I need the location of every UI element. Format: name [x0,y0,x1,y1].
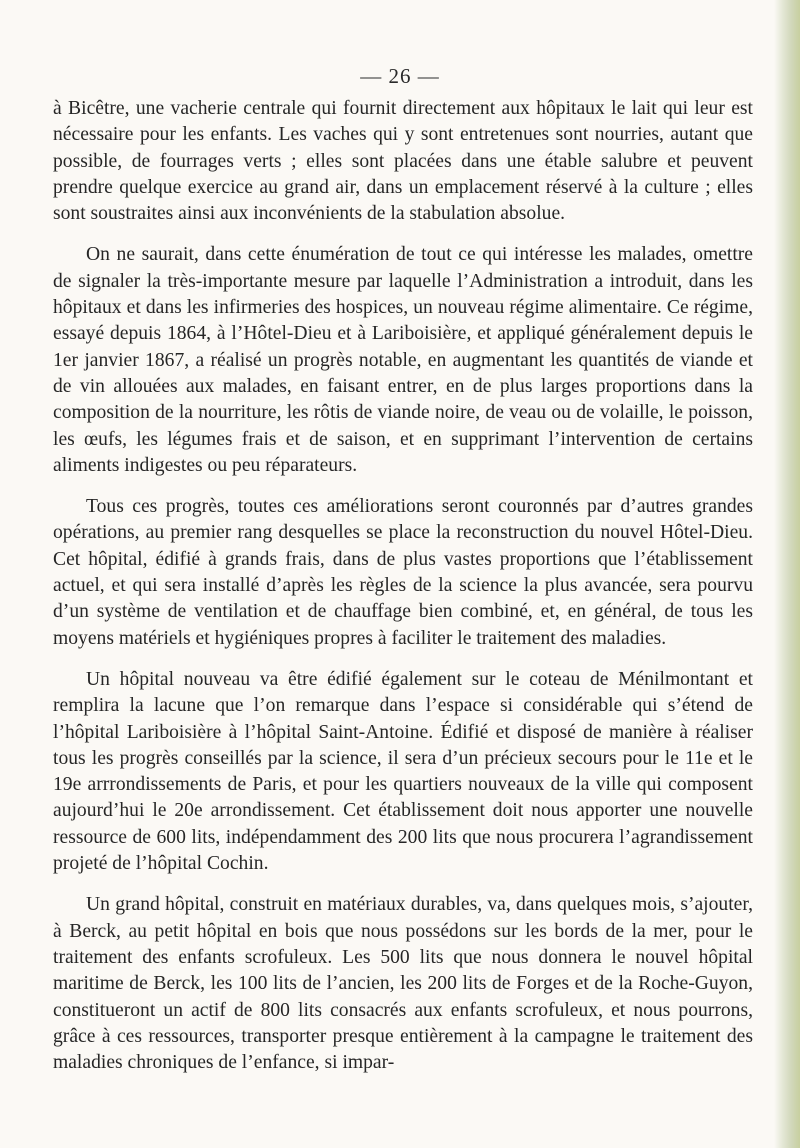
page-number: — 26 — [360,64,440,88]
paragraph-4: Un hôpital nouveau va être édifié également sur le coteau de Ménilmontant et remplira la lacune que l’on remarque dans l’espace si considérable qui s’étend de l’hôpital Lariboisière à l’hôpital Saint-Antoine. Édifié et disposé de manière à réaliser tous les progrès conseillés par la science, il sera d’un précieux secours pour le 11e et le 19e arrrondissements de Paris, et pour les quartiers nouveaux de la ville qui composent aujourd’hui le 20e arrondissement. Cet établissement doit nous apporter une nouvelle ressource de 600 lits, indépendamment des 200 lits que nous procurera l’agrandissement projeté de l’hôpital Cochin. [53,668,753,875]
page-edge-shadow [774,0,800,1148]
paragraph-2: On ne saurait, dans cette énumération de tout ce qui intéresse les malades, omettre de signaler la très-importante mesure par laquelle l’Administration a introduit, dans les hôpitaux et dans les infirmeries des hospices, un nouveau régime alimentaire. Ce régime, essayé depuis 1864, à l’Hôtel-Dieu et à Lariboisière, et appliqué généralement depuis le 1er janvier 1867, a réalisé un progrès notable, en augmentant les quantités de viande et de vin allouées aux malades, en faisant entrer, en de plus larges proportions dans la composition de la nourriture, les rôtis de viande noire, de veau ou de volaille, le poisson, les œufs, les légumes frais et de saison, et en supprimant l’intervention de certains aliments indigestes ou peu réparateurs. [53,244,753,476]
paragraph-1: à Bicêtre, une vacherie centrale qui fournit directement aux hôpitaux le lait qui leur est nécessaire pour les enfants. Les vaches qui y sont entretenues sont nourries, autant que possible, de fourrages verts ; elles sont placées dans une étable salubre et peuvent prendre quelque exercice au grand air, dans un emplacement réservé à la culture ; elles sont soustraites ainsi aux inconvénients de la stabulation absolue. [53,98,753,225]
paragraph-3: Tous ces progrès, toutes ces améliorations seront couronnés par d’autres grandes opérations, au premier rang desquelles se place la reconstruction du nouvel Hôtel-Dieu. Cet hôpital, édifié à grands frais, dans de plus vastes proportions que l’établissement actuel, et qui sera installé d’après les règles de la science la plus avancée, sera pourvu d’un système de ventilation et de chauffage bien combiné, et, en général, de tous les moyens matériels et hygiéniques propres à faciliter le traitement des maladies. [53,496,753,649]
body-text [53,96,753,1076]
paragraph-5: Un grand hôpital, construit en matériaux durables, va, dans quelques mois, s’ajouter, à Berck, au petit hôpital en bois que nous possédons sur les bords de la mer, pour le traitement des enfants scrofuleux. Les 500 lits que nous donnera le nouvel hôpital maritime de Berck, les 100 lits de l’ancien, les 200 lits de Forges et de la Roche-Guyon, constitueront un actif de 800 lits consacrés aux enfants scrofuleux, et nous pourrons, grâce à ces ressources, transporter presque entièrement à la campagne le traitement des maladies chroniques de l’enfance, si impar- [53,894,753,1074]
